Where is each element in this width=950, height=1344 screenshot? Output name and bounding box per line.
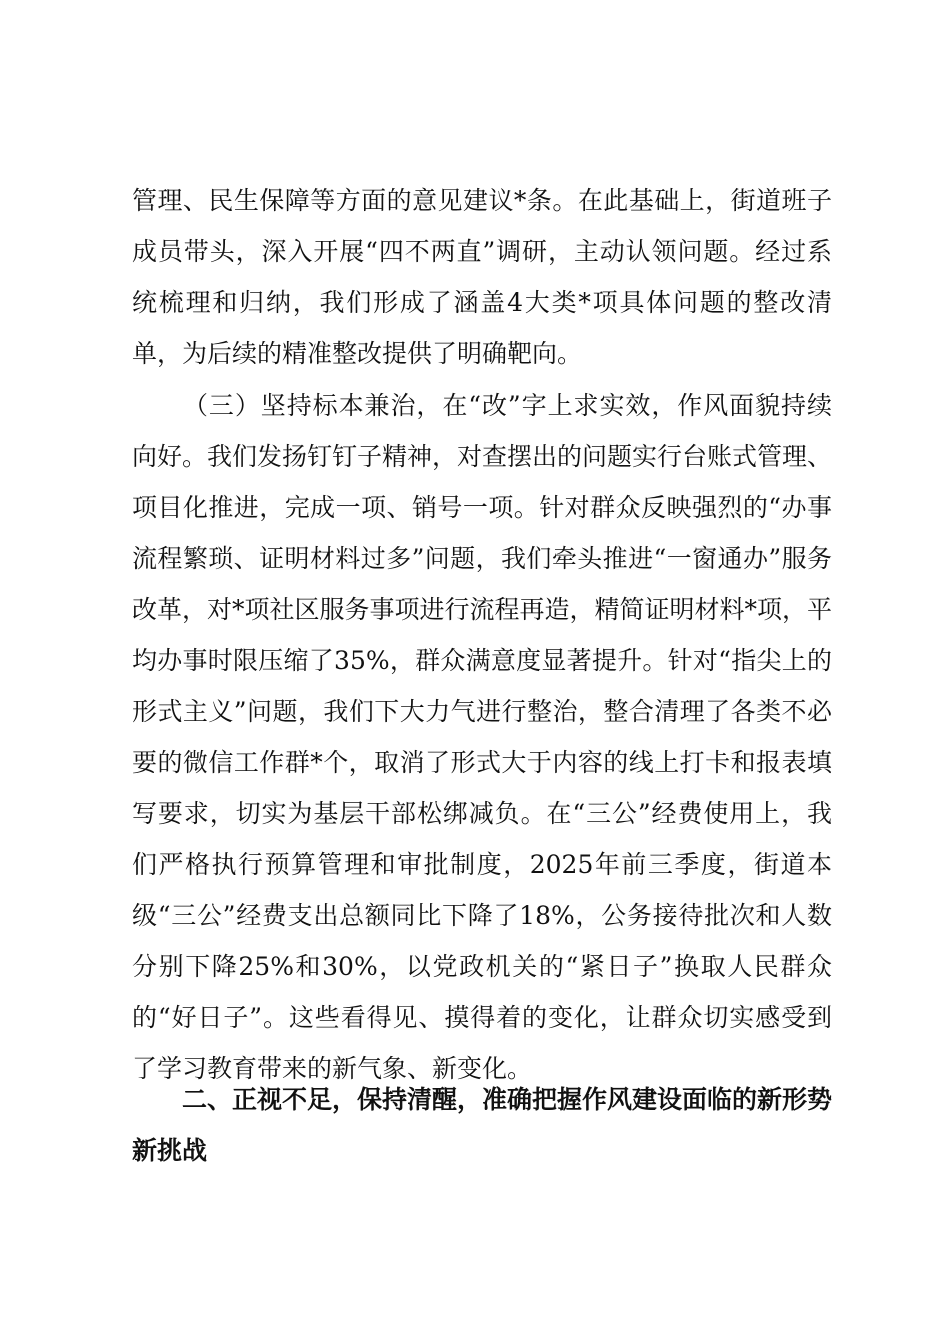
paragraph-section-three-text: （三）坚持标本兼治，在“改”字上求实效，作风面貌持续向好。我们发扬钉钉子精神，对查摆出的问题实行台账式管理、项目化推进，完成一项、销号一项。针对群众反映强烈的“办事流程繁琐、证明材料过多”问题，我们牵头推进“一窗通办”服务改革，对*项社区服务事项进行流程再造，精简证明材料*项，平均办事时限压缩了35%，群众满意度显著提升。针对“指尖上的形式主义”问题，我们下大力气进行整治，整合清理了各类不必要的微信工作群*个，取消了形式大于内容的线上打卡和报表填写要求，切实为基层干部松绑减负。在“三公”经费使用上，我们严格执行预算管理和审批制度，2025年前三季度，街道本级“三公”经费支出总额同比下降了18%，公务接待批次和人数分别下降25%和30%，以党政机关的“紧日子”换取人民群众的“好日子”。这些看得见、摸得着的变化，让群众切实感受到了学习教育带来的新气象、新变化。 [132,391,833,1083]
paragraph-section-three [132,380,832,1094]
section-heading [132,1074,832,1176]
paragraph-continued: 管理、民生保障等方面的意见建议*条。在此基础上，街道班子成员带头，深入开展“四不两直”调研，主动认领问题。经过系统梳理和归纳，我们形成了涵盖4大类*项具体问题的整改清单，为后续的精准整改提供了明确靶向。 [132,186,832,368]
section-heading-text: 二、正视不足，保持清醒，准确把握作风建设面临的新形势新挑战 [132,1085,833,1165]
